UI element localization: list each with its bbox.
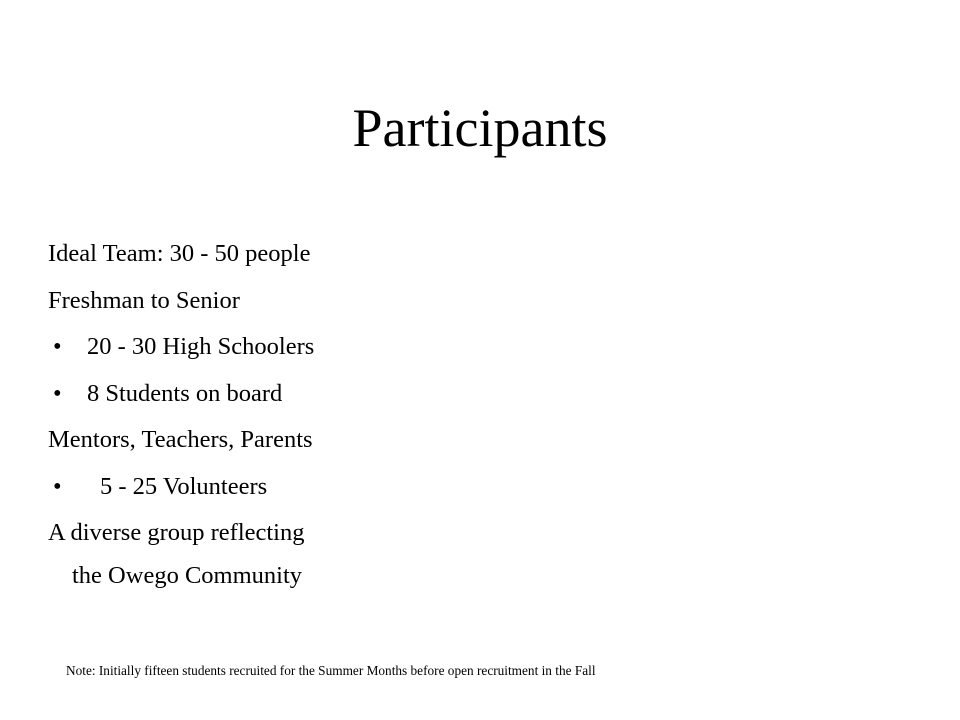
bullet-text: 5 - 25 Volunteers [100, 472, 268, 500]
bullet-marker: • [53, 379, 62, 407]
bullet-item-high-schoolers [48, 324, 748, 371]
bullet-item-volunteers [48, 464, 748, 511]
body-line-community: the Owego Community [72, 561, 303, 589]
body-line-grades: Freshman to Senior [48, 286, 240, 314]
bullet-item-students-on-board [48, 371, 748, 418]
body-line-ideal-team: Ideal Team: 30 - 50 people [48, 240, 311, 267]
body-line-mentors: Mentors, Teachers, Parents [48, 426, 313, 453]
bullet-text: 8 Students on board [87, 379, 283, 407]
bullet-text: 20 - 30 High Schoolers [87, 333, 315, 360]
bullet-marker: • [53, 472, 62, 500]
body-line-diverse-group: A diverse group reflecting [48, 519, 305, 546]
bullet-marker: • [53, 333, 62, 360]
slide-body [48, 231, 748, 595]
footnote: Note: Initially fifteen students recruited for the Summer Months before open recruitment in the Fall [66, 663, 596, 678]
slide-title: Participants [352, 98, 608, 158]
